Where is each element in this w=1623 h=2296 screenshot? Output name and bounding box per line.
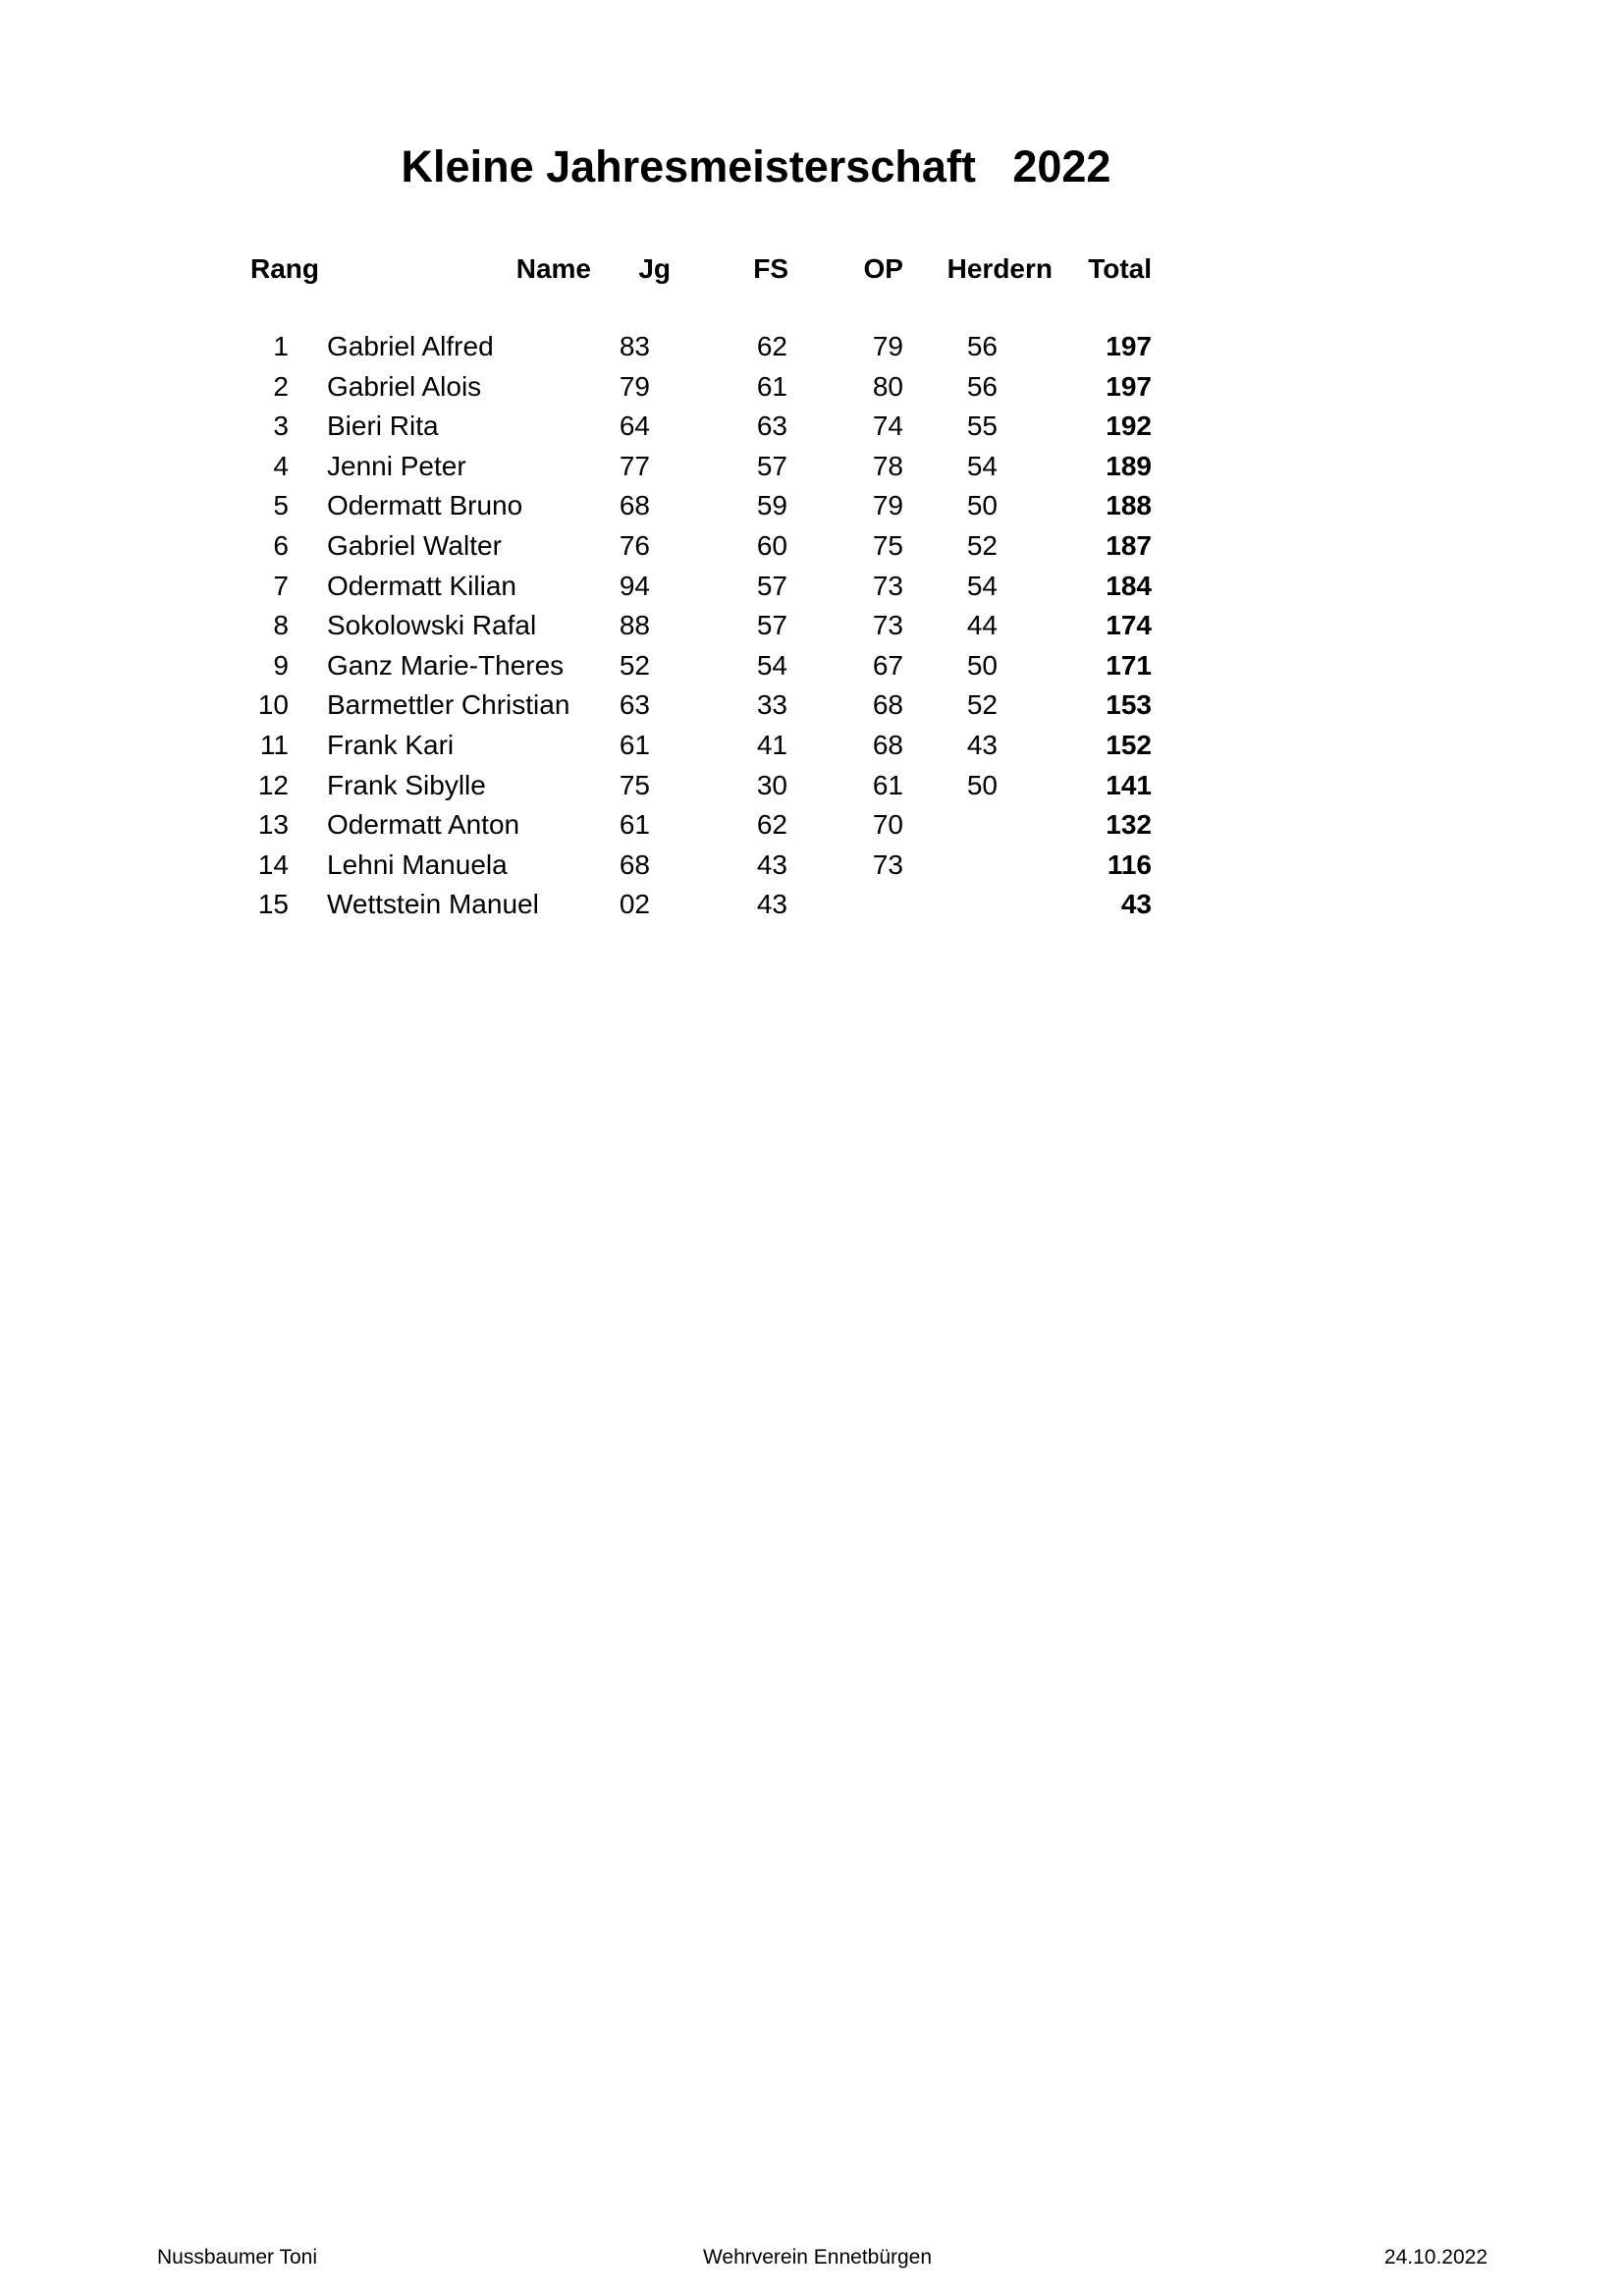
cell-fs: 62 — [756, 809, 787, 840]
cell-jg: 68 — [619, 490, 650, 520]
cell-rang: 15 — [257, 889, 289, 919]
cell-total: 171 — [1106, 650, 1152, 681]
cell-rang: 6 — [273, 530, 289, 561]
cell-name: Odermatt Kilian — [327, 571, 516, 601]
cell-total: 189 — [1106, 451, 1152, 481]
cell-jg: 61 — [619, 809, 650, 840]
cell-op: 68 — [872, 689, 903, 720]
cell-jg: 63 — [619, 689, 650, 720]
cell-herdern: 43 — [966, 730, 998, 760]
cell-total: 184 — [1106, 571, 1152, 601]
cell-op: 73 — [872, 571, 903, 601]
cell-name: Frank Sibylle — [327, 770, 486, 800]
cell-total: 152 — [1106, 730, 1152, 760]
cell-op: 78 — [872, 451, 903, 481]
cell-name: Gabriel Walter — [327, 530, 502, 561]
cell-herdern: 54 — [966, 451, 998, 481]
cell-rang: 2 — [273, 371, 289, 402]
cell-jg: 61 — [619, 730, 650, 760]
footer-author: Nussbaumer Toni — [157, 2246, 318, 2269]
cell-jg: 64 — [619, 410, 650, 441]
cell-total: 197 — [1106, 331, 1152, 361]
cell-herdern: 52 — [966, 689, 998, 720]
cell-fs: 60 — [756, 530, 787, 561]
cell-name: Odermatt Bruno — [327, 490, 523, 520]
cell-herdern: 50 — [966, 650, 998, 681]
cell-herdern: 50 — [966, 490, 998, 520]
cell-fs: 41 — [756, 730, 787, 760]
cell-jg: 52 — [619, 650, 650, 681]
cell-rang: 10 — [257, 689, 289, 720]
cell-jg: 83 — [619, 331, 650, 361]
column-header-name: Name — [515, 253, 591, 284]
cell-op: 80 — [872, 371, 903, 402]
footer-organization: Wehrverein Ennetbürgen — [702, 2246, 933, 2269]
cell-jg: 77 — [619, 451, 650, 481]
cell-herdern: 56 — [966, 371, 998, 402]
cell-fs: 59 — [756, 490, 787, 520]
cell-total: 141 — [1106, 770, 1152, 800]
cell-op: 61 — [872, 770, 903, 800]
cell-name: Barmettler Christian — [327, 689, 570, 720]
cell-rang: 5 — [273, 490, 289, 520]
cell-name: Lehni Manuela — [327, 849, 508, 880]
cell-op: 75 — [872, 530, 903, 561]
cell-jg: 02 — [619, 889, 650, 919]
cell-total: 192 — [1106, 410, 1152, 441]
cell-fs: 43 — [756, 889, 787, 919]
cell-herdern: 55 — [966, 410, 998, 441]
cell-op: 79 — [872, 331, 903, 361]
cell-op: 74 — [872, 410, 903, 441]
cell-herdern: 52 — [966, 530, 998, 561]
cell-fs: 43 — [756, 849, 787, 880]
cell-rang: 1 — [273, 331, 289, 361]
cell-op: 73 — [872, 610, 903, 640]
cell-rang: 13 — [257, 809, 289, 840]
cell-rang: 11 — [259, 730, 289, 760]
cell-name: Ganz Marie-Theres — [327, 650, 565, 681]
cell-total: 188 — [1106, 490, 1152, 520]
cell-total: 187 — [1106, 530, 1152, 561]
column-header-fs: FS — [753, 253, 788, 284]
column-header-op: OP — [863, 253, 903, 284]
cell-op: 67 — [872, 650, 903, 681]
cell-herdern: 54 — [966, 571, 998, 601]
cell-fs: 63 — [756, 410, 787, 441]
footer-date: 24.10.2022 — [1383, 2246, 1488, 2269]
cell-herdern: 50 — [966, 770, 998, 800]
cell-fs: 54 — [756, 650, 787, 681]
cell-jg: 79 — [619, 371, 650, 402]
cell-name: Wettstein Manuel — [327, 889, 539, 919]
column-header-total: Total — [1088, 253, 1152, 284]
cell-total: 132 — [1106, 809, 1152, 840]
cell-op: 79 — [872, 490, 903, 520]
cell-name: Frank Kari — [327, 730, 455, 760]
cell-fs: 57 — [756, 571, 787, 601]
column-header-jg: Jg — [638, 253, 671, 284]
cell-name: Jenni Peter — [327, 451, 466, 481]
cell-rang: 4 — [273, 451, 289, 481]
cell-fs: 57 — [756, 451, 787, 481]
cell-name: Sokolowski Rafal — [327, 610, 537, 640]
cell-herdern: 44 — [966, 610, 998, 640]
cell-total: 153 — [1106, 689, 1152, 720]
cell-total: 116 — [1107, 849, 1152, 880]
cell-rang: 8 — [273, 610, 289, 640]
cell-op: 73 — [872, 849, 903, 880]
cell-rang: 3 — [273, 410, 289, 441]
cell-jg: 76 — [619, 530, 650, 561]
page-title: Kleine Jahresmeisterschaft 2022 — [401, 141, 1111, 191]
cell-rang: 14 — [257, 849, 289, 880]
cell-op: 68 — [872, 730, 903, 760]
cell-rang: 7 — [273, 571, 289, 601]
cell-name: Gabriel Alois — [327, 371, 482, 402]
cell-total: 174 — [1106, 610, 1152, 640]
cell-jg: 88 — [619, 610, 650, 640]
cell-jg: 68 — [619, 849, 650, 880]
cell-fs: 61 — [756, 371, 787, 402]
cell-jg: 94 — [619, 571, 650, 601]
cell-total: 197 — [1106, 371, 1152, 402]
cell-fs: 30 — [756, 770, 787, 800]
column-header-rang: Rang — [250, 253, 319, 284]
cell-rang: 12 — [257, 770, 289, 800]
cell-op: 70 — [872, 809, 903, 840]
cell-jg: 75 — [619, 770, 650, 800]
cell-name: Odermatt Anton — [327, 809, 520, 840]
cell-fs: 62 — [756, 331, 787, 361]
cell-total: 43 — [1120, 889, 1152, 919]
cell-name: Bieri Rita — [327, 410, 439, 441]
cell-name: Gabriel Alfred — [327, 331, 494, 361]
cell-fs: 33 — [756, 689, 787, 720]
cell-herdern: 56 — [966, 331, 998, 361]
cell-rang: 9 — [273, 650, 289, 681]
cell-fs: 57 — [756, 610, 787, 640]
column-header-herdern: Herdern — [947, 253, 1053, 284]
